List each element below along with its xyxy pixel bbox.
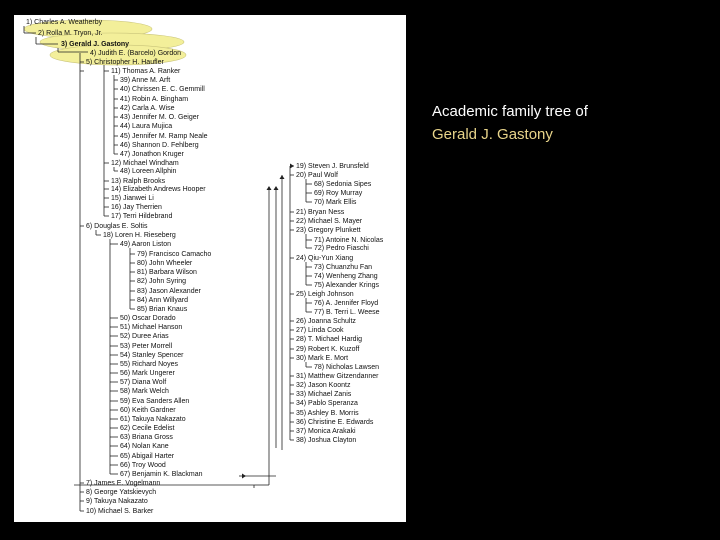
tree-node-left: 1) Charles A. Weatherby: [26, 19, 103, 26]
tree-node-right: 31) Matthew Gitzendanner: [296, 373, 379, 380]
tree-node-left: 13) Ralph Brooks: [111, 178, 166, 185]
tree-node-right: 76) A. Jennifer Floyd: [314, 300, 379, 307]
arrowhead: [290, 164, 294, 169]
tree-node-left: 65) Abigail Harter: [120, 453, 175, 460]
tree-node-left: 62) Cecile Edelist: [120, 425, 175, 432]
tree-node-left: 17) Terri Hildebrand: [111, 213, 173, 220]
tree-node-left: 9) Takuya Nakazato: [86, 498, 148, 505]
tree-node-left: 59) Eva Sanders Allen: [120, 398, 190, 405]
tree-node-right: 74) Wenheng Zhang: [314, 273, 378, 280]
tree-node-left: 82) John Syring: [137, 278, 187, 285]
tree-node-right: 32) Jason Koontz: [296, 382, 351, 389]
tree-node-left: 60) Keith Gardner: [120, 407, 176, 414]
tree-node-left: 10) Michael S. Barker: [86, 508, 154, 515]
tree-node-left: 7) James E. Vogelmann: [86, 480, 161, 487]
tree-node-left: 51) Michael Hanson: [120, 324, 183, 331]
tree-node-left: 57) Diana Wolf: [120, 379, 167, 386]
tree-node-left: 44) Laura Mujica: [120, 123, 173, 130]
tree-node-right: 70) Mark Ellis: [314, 199, 357, 206]
tree-node-left: 18) Loren H. Rieseberg: [103, 232, 176, 239]
tree-node-left: 6) Douglas E. Soltis: [86, 223, 148, 230]
tree-node-left: 58) Mark Welch: [120, 388, 169, 395]
tree-node-left: 66) Troy Wood: [120, 462, 166, 469]
tree-node-right: 34) Pablo Speranza: [296, 400, 358, 407]
tree-node-left: 41) Robin A. Bingham: [120, 96, 189, 103]
tree-node-right: 73) Chuanzhu Fan: [314, 264, 372, 271]
tree-node-right: 77) B. Terri L. Weese: [314, 309, 380, 316]
tree-node-left: 55) Richard Noyes: [120, 361, 178, 368]
caption-subject: Gerald J. Gastony: [432, 126, 553, 143]
tree-node-left: 46) Shannon D. Fehlberg: [120, 142, 199, 149]
tree-node-right: 68) Sedonia Sipes: [314, 181, 372, 188]
tree-node-left: 79) Francisco Camacho: [137, 251, 212, 258]
tree-node-left: 48) Loreen Allphin: [120, 168, 177, 175]
tree-node-right: 22) Michael S. Mayer: [296, 218, 363, 225]
cross-link-arrow-1: [267, 186, 272, 190]
tree-node-left: 4) Judith E. (Barcelo) Gordon: [90, 50, 182, 57]
cross-link-arrow-3: [280, 175, 285, 179]
tree-node-right: 19) Steven J. Brunsfeld: [296, 163, 369, 170]
tree-node-left: 49) Aaron Liston: [120, 241, 171, 248]
tree-node-left: 85) Brian Knaus: [137, 306, 188, 313]
tree-node-left: 64) Nolan Kane: [120, 443, 169, 450]
tree-node-right: 23) Gregory Plunkett: [296, 227, 361, 234]
tree-node-right: 35) Ashley B. Morris: [296, 410, 359, 417]
tree-node-right: 25) Leigh Johnson: [296, 291, 354, 298]
tree-node-right: 72) Pedro Fiaschi: [314, 245, 369, 252]
tree-node-left: 11) Thomas A. Ranker: [111, 68, 181, 75]
tree-node-left: 42) Carla A. Wise: [120, 105, 175, 112]
tree-node-left: 15) Jianwei Li: [111, 195, 154, 202]
tree-node-left: 47) Jonathon Kruger: [120, 151, 184, 158]
tree-node-right: 24) Qiu-Yun Xiang: [296, 255, 354, 262]
tree-node-left: 43) Jennifer M. O. Geiger: [120, 114, 199, 121]
tree-node-right: 28) T. Michael Hardig: [296, 336, 363, 343]
tree-node-right: 27) Linda Cook: [296, 327, 344, 334]
tree-node-right: 26) Joanna Schultz: [296, 318, 356, 325]
tree-node-left: 80) John Wheeler: [137, 260, 193, 267]
tree-node-left: 12) Michael Windham: [111, 160, 179, 167]
tree-node-right: 69) Roy Murray: [314, 190, 363, 197]
tree-node-right: 37) Monica Arakaki: [296, 428, 356, 435]
tree-node-left: 39) Anne M. Arft: [120, 77, 171, 84]
tree-node-left: 16) Jay Therrien: [111, 204, 162, 211]
tree-node-left: 14) Elizabeth Andrews Hooper: [111, 186, 206, 193]
tree-node-right: 75) Alexander Krings: [314, 282, 379, 289]
tree-node-left: 83) Jason Alexander: [137, 288, 201, 295]
tree-node-left: 53) Peter Morrell: [120, 343, 173, 350]
family-tree-diagram: [14, 15, 406, 522]
tree-node-right: 78) Nicholas Lawsen: [314, 364, 379, 371]
cross-link-arrow-2: [274, 186, 279, 190]
tree-node-right: 30) Mark E. Mort: [296, 355, 349, 362]
tree-node-right: 38) Joshua Clayton: [296, 437, 357, 444]
tree-node-left: 61) Takuya Nakazato: [120, 416, 186, 423]
tree-node-left: 40) Chrissen E. C. Gemmill: [120, 86, 205, 93]
tree-node-left: 45) Jennifer M. Ramp Neale: [120, 133, 208, 140]
tree-node-left: 54) Stanley Spencer: [120, 352, 184, 359]
tree-node-left: 5) Christopher H. Haufler: [86, 59, 164, 66]
tree-node-right: 20) Paul Wolf: [296, 172, 338, 179]
tree-node-left: 67) Benjamin K. Blackman: [120, 471, 203, 478]
caption: [432, 100, 692, 146]
tree-node-right: 33) Michael Zanis: [296, 391, 352, 398]
tree-node-left: 2) Rolla M. Tryon, Jr.: [38, 30, 103, 37]
tree-node-left: 84) Ann Willyard: [137, 297, 188, 304]
tree-node-left: 52) Duree Arias: [120, 333, 169, 340]
tree-node-right: 29) Robert K. Kuzoff: [296, 346, 360, 353]
caption-title: Academic family tree of: [432, 103, 588, 120]
family-tree-panel: [14, 15, 406, 522]
tree-node-right: 21) Bryan Ness: [296, 209, 345, 216]
tree-node-left: 56) Mark Ungerer: [120, 370, 175, 377]
tree-node-left: 50) Oscar Dorado: [120, 315, 176, 322]
tree-node-left: 81) Barbara Wilson: [137, 269, 197, 276]
tree-node-right: 36) Christine E. Edwards: [296, 419, 374, 426]
tree-node-left: 63) Briana Gross: [120, 434, 173, 441]
focus-node: 3) Gerald J. Gastony: [61, 41, 130, 48]
tree-node-left: 8) George Yatskievych: [86, 489, 157, 496]
tree-node-right: 71) Antoine N. Nicolas: [314, 237, 384, 244]
